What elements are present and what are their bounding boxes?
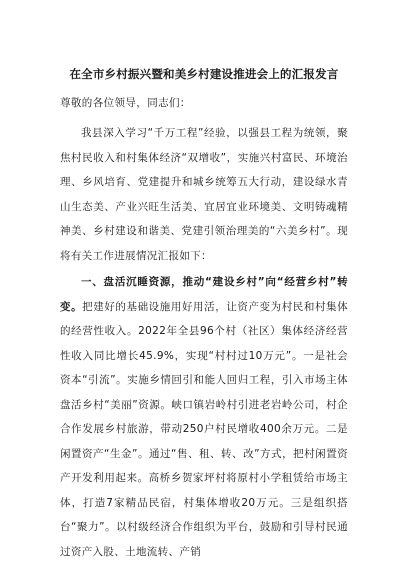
section-1-heading: 一、盘活沉睡资源，推动“建设乡村”向“经营乡村”转变。 [60,276,348,313]
section-1-body: 把建好的基础设施用好用活，让资产变为村民和村集体的经营性收入。2022年全县96个村（社区）集体经济经营性收入同比增长45.9%，实现“村村过10万元”。一是社会资本“引流”。实施乡情回引和能人回归工程，引入市场主体盘活乡村“美丽”资源。峡口镇岩岭村引进老岩岭公司，村企合作发展乡村旅游，带动250户村民增收400余万元。二是闲置资产“生金”。通过“售、租、转、改”方式，把村闲置资产开发利用起来。高桥乡贺家坪村将原村小学租赁给市场主体，打造7家精品民宿，村集体增收20万元。三是组织搭台“聚力”。以村级经济合作组织为平台，鼓励和引导村民通过资产入股、土地流转、产销 [60,300,348,558]
salutation: 尊敬的各位领导，同志们： [60,97,191,109]
intro-paragraph [60,121,348,268]
intro-text: 我县深入学习“千万工程”经验，以强县工程为统领，聚焦村民收入和村集体经济“双增收”，实施兴村富民、环境治理、乡风培育、党建提升和城乡统筹五大行动，建设绿水青山生态美、产业兴旺生活美、宜居宜业环境美、文明铸魂精神美、乡村建设和谐美、党建引领治理美的“六美乡村”。现将有关工作进展情况汇报如下： [60,127,348,262]
section-1-paragraph [60,270,348,564]
document-title: 在全市乡村振兴暨和美乡村建设推进会上的汇报发言 [69,67,339,81]
